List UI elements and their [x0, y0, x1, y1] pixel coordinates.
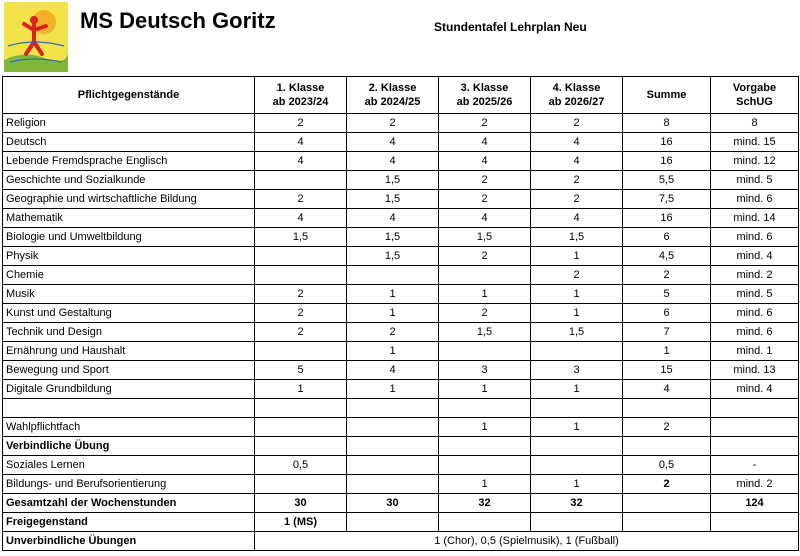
value-cell: 2 — [531, 171, 623, 190]
table-row — [3, 475, 799, 494]
value-cell: mind. 6 — [711, 228, 799, 247]
value-cell: mind. 6 — [711, 190, 799, 209]
value-cell — [531, 399, 623, 418]
value-cell: 1 — [255, 380, 347, 399]
value-cell — [711, 437, 799, 456]
table-row — [3, 456, 799, 475]
subject-cell: Freigegenstand — [3, 513, 255, 532]
table-row — [3, 152, 799, 171]
table-row — [3, 342, 799, 361]
value-cell — [255, 171, 347, 190]
value-cell — [439, 513, 531, 532]
header-subject: Pflichtgegenstände — [3, 77, 255, 114]
subject-cell: Bildungs- und Berufsorientierung — [3, 475, 255, 494]
header-sum: Summe — [623, 77, 711, 114]
value-cell: 16 — [623, 152, 711, 171]
value-cell: 4 — [347, 209, 439, 228]
value-cell: 2 — [439, 304, 531, 323]
value-cell: 1 — [347, 285, 439, 304]
value-cell: 1,5 — [439, 228, 531, 247]
value-cell: 1 — [347, 304, 439, 323]
value-cell — [711, 513, 799, 532]
value-cell: 1,5 — [255, 228, 347, 247]
value-cell: mind. 5 — [711, 285, 799, 304]
value-cell: 1,5 — [347, 171, 439, 190]
subject-cell: Deutsch — [3, 133, 255, 152]
value-cell: 4 — [255, 133, 347, 152]
value-cell: 4 — [347, 133, 439, 152]
value-cell: 15 — [623, 361, 711, 380]
section-heading-row — [3, 437, 799, 456]
value-cell — [623, 437, 711, 456]
value-cell: mind. 12 — [711, 152, 799, 171]
value-cell: 1,5 — [347, 228, 439, 247]
value-cell: 1,5 — [439, 323, 531, 342]
value-cell: 32 — [531, 494, 623, 513]
value-cell: 1 — [531, 475, 623, 494]
value-cell: 4 — [255, 209, 347, 228]
value-cell: mind. 1 — [711, 342, 799, 361]
subject-cell: Musik — [3, 285, 255, 304]
subject-cell: Digitale Grundbildung — [3, 380, 255, 399]
value-cell: 2 — [439, 190, 531, 209]
value-cell: mind. 6 — [711, 323, 799, 342]
timetable — [2, 76, 799, 551]
subject-cell: Ernährung und Haushalt — [3, 342, 255, 361]
subject-cell: Wahlpflichtfach — [3, 418, 255, 437]
total-row — [3, 494, 799, 513]
value-cell: 30 — [255, 494, 347, 513]
value-cell: 2 — [255, 285, 347, 304]
value-cell: 1,5 — [531, 323, 623, 342]
value-cell: 124 — [711, 494, 799, 513]
value-cell: 5 — [255, 361, 347, 380]
value-cell — [347, 475, 439, 494]
value-cell — [623, 494, 711, 513]
value-cell: 1 — [531, 380, 623, 399]
table-row — [3, 247, 799, 266]
value-cell: 2 — [255, 114, 347, 133]
value-cell: 2 — [623, 418, 711, 437]
value-cell — [347, 437, 439, 456]
table-row — [3, 361, 799, 380]
value-cell: 3 — [439, 361, 531, 380]
value-cell: mind. 5 — [711, 171, 799, 190]
value-cell: 1 (Chor), 0,5 (Spielmusik), 1 (Fußball) — [255, 532, 799, 551]
value-cell — [531, 437, 623, 456]
value-cell: 5,5 — [623, 171, 711, 190]
table-row — [3, 190, 799, 209]
value-cell: 1 — [531, 304, 623, 323]
value-cell — [255, 418, 347, 437]
value-cell — [255, 437, 347, 456]
subject-cell — [3, 399, 255, 418]
value-cell — [439, 342, 531, 361]
value-cell: 4 — [347, 361, 439, 380]
value-cell — [531, 456, 623, 475]
value-cell: 7,5 — [623, 190, 711, 209]
value-cell — [711, 418, 799, 437]
value-cell — [255, 342, 347, 361]
table-row — [3, 399, 799, 418]
value-cell — [347, 456, 439, 475]
subject-cell: Soziales Lernen — [3, 456, 255, 475]
table-row — [3, 266, 799, 285]
value-cell — [531, 513, 623, 532]
table-row — [3, 171, 799, 190]
table-row — [3, 285, 799, 304]
value-cell: 4 — [439, 209, 531, 228]
value-cell: 1,5 — [347, 190, 439, 209]
value-cell: mind. 15 — [711, 133, 799, 152]
school-logo — [4, 2, 68, 72]
value-cell: 2 — [623, 266, 711, 285]
value-cell — [531, 342, 623, 361]
elective-row — [3, 513, 799, 532]
subject-cell: Geographie und wirtschaftliche Bildung — [3, 190, 255, 209]
value-cell: 1 — [531, 285, 623, 304]
value-cell: mind. 6 — [711, 304, 799, 323]
value-cell — [347, 266, 439, 285]
value-cell: mind. 2 — [711, 475, 799, 494]
header-class-1: 1. Klasse ab 2023/24 — [255, 77, 347, 114]
value-cell: mind. 4 — [711, 380, 799, 399]
table-row — [3, 323, 799, 342]
table-row — [3, 228, 799, 247]
value-cell — [347, 513, 439, 532]
value-cell: - — [711, 456, 799, 475]
value-cell: 16 — [623, 209, 711, 228]
value-cell: 4 — [531, 133, 623, 152]
table-header-row — [3, 77, 799, 114]
value-cell: mind. 4 — [711, 247, 799, 266]
subject-cell: Bewegung und Sport — [3, 361, 255, 380]
header-class-2: 2. Klasse ab 2024/25 — [347, 77, 439, 114]
value-cell — [347, 418, 439, 437]
value-cell: 6 — [623, 304, 711, 323]
value-cell: 7 — [623, 323, 711, 342]
value-cell: 1 — [439, 380, 531, 399]
value-cell — [439, 399, 531, 418]
value-cell: 8 — [711, 114, 799, 133]
table-row — [3, 418, 799, 437]
school-name: MS Deutsch Goritz — [80, 8, 276, 33]
value-cell: 2 — [623, 475, 711, 494]
value-cell — [347, 399, 439, 418]
value-cell: 1 — [347, 380, 439, 399]
value-cell — [255, 399, 347, 418]
value-cell: 2 — [439, 114, 531, 133]
school-logo-icon — [4, 2, 68, 72]
value-cell — [711, 399, 799, 418]
header-class-4: 4. Klasse ab 2026/27 — [531, 77, 623, 114]
subject-cell: Chemie — [3, 266, 255, 285]
subject-cell: Gesamtzahl der Wochenstunden — [3, 494, 255, 513]
value-cell: 1 — [439, 475, 531, 494]
value-cell: 4 — [623, 380, 711, 399]
value-cell: 30 — [347, 494, 439, 513]
value-cell: 4 — [439, 133, 531, 152]
value-cell: 2 — [531, 266, 623, 285]
value-cell: 0,5 — [623, 456, 711, 475]
table-row — [3, 304, 799, 323]
table-row — [3, 114, 799, 133]
value-cell: 5 — [623, 285, 711, 304]
table-row — [3, 209, 799, 228]
value-cell: 1 (MS) — [255, 513, 347, 532]
value-cell: 1,5 — [347, 247, 439, 266]
header-class-3: 3. Klasse ab 2025/26 — [439, 77, 531, 114]
value-cell: 1,5 — [531, 228, 623, 247]
value-cell: 1 — [347, 342, 439, 361]
value-cell: 6 — [623, 228, 711, 247]
table-row — [3, 133, 799, 152]
subject-cell: Kunst und Gestaltung — [3, 304, 255, 323]
value-cell: 2 — [531, 114, 623, 133]
value-cell: 2 — [255, 190, 347, 209]
subject-cell: Geschichte und Sozialkunde — [3, 171, 255, 190]
value-cell: 2 — [531, 190, 623, 209]
subject-cell: Technik und Design — [3, 323, 255, 342]
value-cell: mind. 13 — [711, 361, 799, 380]
value-cell — [623, 513, 711, 532]
value-cell: 2 — [255, 304, 347, 323]
value-cell: 4 — [439, 152, 531, 171]
value-cell: 2 — [439, 247, 531, 266]
value-cell — [623, 399, 711, 418]
value-cell: 8 — [623, 114, 711, 133]
value-cell: mind. 2 — [711, 266, 799, 285]
value-cell — [439, 437, 531, 456]
value-cell: 2 — [255, 323, 347, 342]
value-cell: 4,5 — [623, 247, 711, 266]
subject-cell: Mathematik — [3, 209, 255, 228]
value-cell — [439, 266, 531, 285]
subject-cell: Religion — [3, 114, 255, 133]
value-cell: 1 — [531, 418, 623, 437]
subject-cell: Biologie und Umweltbildung — [3, 228, 255, 247]
value-cell: 4 — [531, 209, 623, 228]
value-cell — [255, 266, 347, 285]
value-cell: 4 — [347, 152, 439, 171]
value-cell: 2 — [347, 323, 439, 342]
value-cell: 32 — [439, 494, 531, 513]
value-cell: 4 — [255, 152, 347, 171]
value-cell: 0,5 — [255, 456, 347, 475]
value-cell: 2 — [439, 171, 531, 190]
subject-cell: Lebende Fremdsprache Englisch — [3, 152, 255, 171]
subject-cell: Physik — [3, 247, 255, 266]
value-cell: 1 — [623, 342, 711, 361]
subject-cell: Verbindliche Übung — [3, 437, 255, 456]
value-cell — [255, 247, 347, 266]
value-cell — [255, 475, 347, 494]
value-cell: 4 — [531, 152, 623, 171]
value-cell: 3 — [531, 361, 623, 380]
value-cell: 16 — [623, 133, 711, 152]
value-cell: 1 — [439, 285, 531, 304]
value-cell: 2 — [347, 114, 439, 133]
table-row — [3, 380, 799, 399]
subject-cell: Unverbindliche Übungen — [3, 532, 255, 551]
value-cell: mind. 14 — [711, 209, 799, 228]
optional-exercises-row — [3, 532, 799, 551]
header-requirement: Vorgabe SchUG — [711, 77, 799, 114]
value-cell — [439, 456, 531, 475]
document-title: Stundentafel Lehrplan Neu — [434, 20, 587, 34]
value-cell: 1 — [439, 418, 531, 437]
value-cell: 1 — [531, 247, 623, 266]
